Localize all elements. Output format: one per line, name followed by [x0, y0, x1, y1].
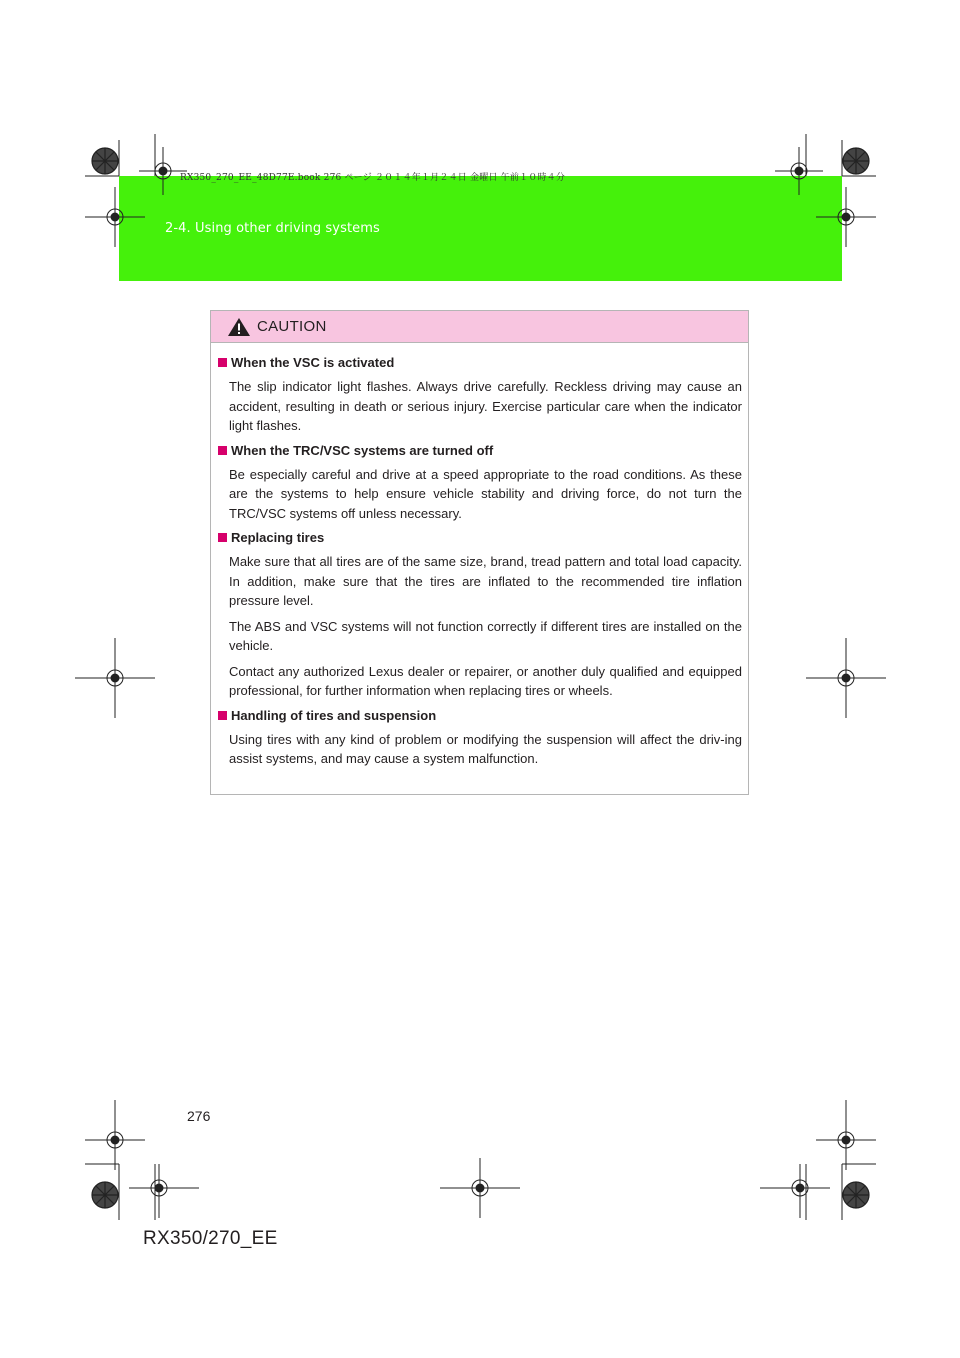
caution-item-heading: Handling of tires and suspension — [218, 707, 742, 724]
caution-paragraph: Contact any authorized Lexus dealer or repairer, or another duly qualified and equipped professional, for further information when replacing tires or wheels. — [229, 663, 742, 698]
section-title: 2-4. Using other driving systems — [165, 221, 380, 236]
caution-paragraph: The ABS and VSC systems will not function correctly if different tires are installed on the vehicle. — [229, 618, 742, 653]
bullet-square-icon — [218, 533, 227, 542]
caution-paragraph: Be especially careful and drive at a speed appropriate to the road conditions. As these are the systems to help ensure vehicle stability and driving force, do not turn the TRC/VSC systems off unless necessary. — [229, 466, 742, 521]
caution-item-heading: When the VSC is activated — [218, 354, 742, 371]
print-info-line: RX350_270_EE_48D77E.book 276 ページ ２０１４年１月２４日 金曜日 午前１０時４分 — [180, 173, 566, 183]
bullet-square-icon — [218, 446, 227, 455]
caution-body — [211, 343, 748, 769]
caution-paragraph: The slip indicator light flashes. Always drive carefully. Reckless driving may cause an accident, resulting in death or serious injury. Exercise particular care when the indicator light flashes. — [229, 379, 742, 433]
caution-paragraph: Using tires with any kind of problem or modifying the suspension will affect the driv-ing assist systems, and may cause a system malfunction. — [229, 731, 742, 766]
warning-triangle-icon — [227, 317, 251, 337]
caution-header — [211, 311, 748, 343]
caution-box — [210, 310, 749, 795]
caution-item-heading: Replacing tires — [218, 529, 742, 546]
page-number: 276 — [187, 1108, 211, 1124]
caution-paragraph: Make sure that all tires are of the same size, brand, tread pattern and total load capacity. In addition, make sure that the tires are inflated to the recommended tire inflation pressure level. — [229, 554, 742, 608]
caution-label: CAUTION — [257, 318, 327, 335]
bullet-square-icon — [218, 711, 227, 720]
bullet-square-icon — [218, 358, 227, 367]
caution-item-heading: When the TRC/VSC systems are turned off — [218, 442, 742, 459]
model-code: RX350/270_EE — [143, 1228, 278, 1249]
